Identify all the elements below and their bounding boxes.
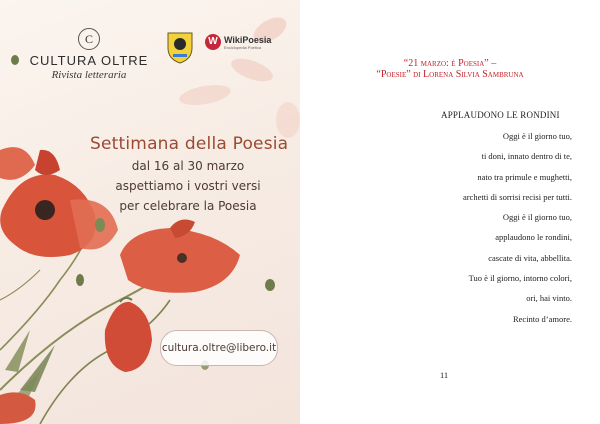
article-heading-line-1 [300, 58, 600, 69]
partner-name: WikiPoesia [224, 34, 272, 45]
logo-subtitle: Rivista letteraria [51, 69, 127, 81]
wikipoesia-logo [205, 34, 271, 50]
heading-line-1-rest: marzo: è Poesia” – [420, 58, 497, 69]
heading-line-1-prefix: “21 [403, 58, 421, 69]
contact-email: cultura.oltre@libero.it [160, 330, 278, 366]
page-number: 11 [440, 370, 449, 380]
heading-line-2-prefix: “ [376, 69, 381, 80]
logo-initial: C [78, 28, 100, 50]
event-title: Settimana della Poesia [90, 134, 289, 154]
poem-line: cascate di vita, abbellita. [488, 252, 572, 263]
poem-line: Tuo è il giorno, intorno colori, [468, 273, 572, 284]
event-line-3: per celebrare la Poesia [119, 199, 257, 213]
event-line-2: aspettiamo i vostri versi [115, 179, 261, 193]
poem-line: Oggi è il giorno tuo, [502, 131, 572, 141]
logo-name: CULTURA OLTRE [29, 53, 149, 68]
poem-title: APPLAUDONO LE RONDINI [441, 110, 560, 120]
wikipoesia-icon: W [205, 34, 221, 50]
poem-line: applaudono le rondini, [495, 232, 572, 243]
poem-line: nato tra primule e mughetti, [477, 171, 572, 182]
poem-line: ori, hai vinto. [526, 293, 572, 304]
poem-line: ti doni, innato dentro di te, [481, 151, 572, 162]
poem-line: archetti di sorrisi recisi per tutti. [462, 191, 572, 202]
heading-line-2-rest: Poesie” di Lorena Silvia Sambruna [380, 69, 524, 80]
poem-body [372, 126, 572, 329]
partner-subtitle: Enciclopedia Poetica [224, 44, 262, 50]
poem-line: Oggi è il giorno tuo, [502, 212, 572, 223]
event-dates: dal 16 al 30 marzo [131, 159, 245, 173]
article-heading-line-2 [300, 69, 600, 80]
cultura-oltre-logo [28, 28, 150, 81]
coat-of-arms-icon [165, 30, 195, 64]
poem-line: Recinto d’amore. [512, 313, 572, 324]
